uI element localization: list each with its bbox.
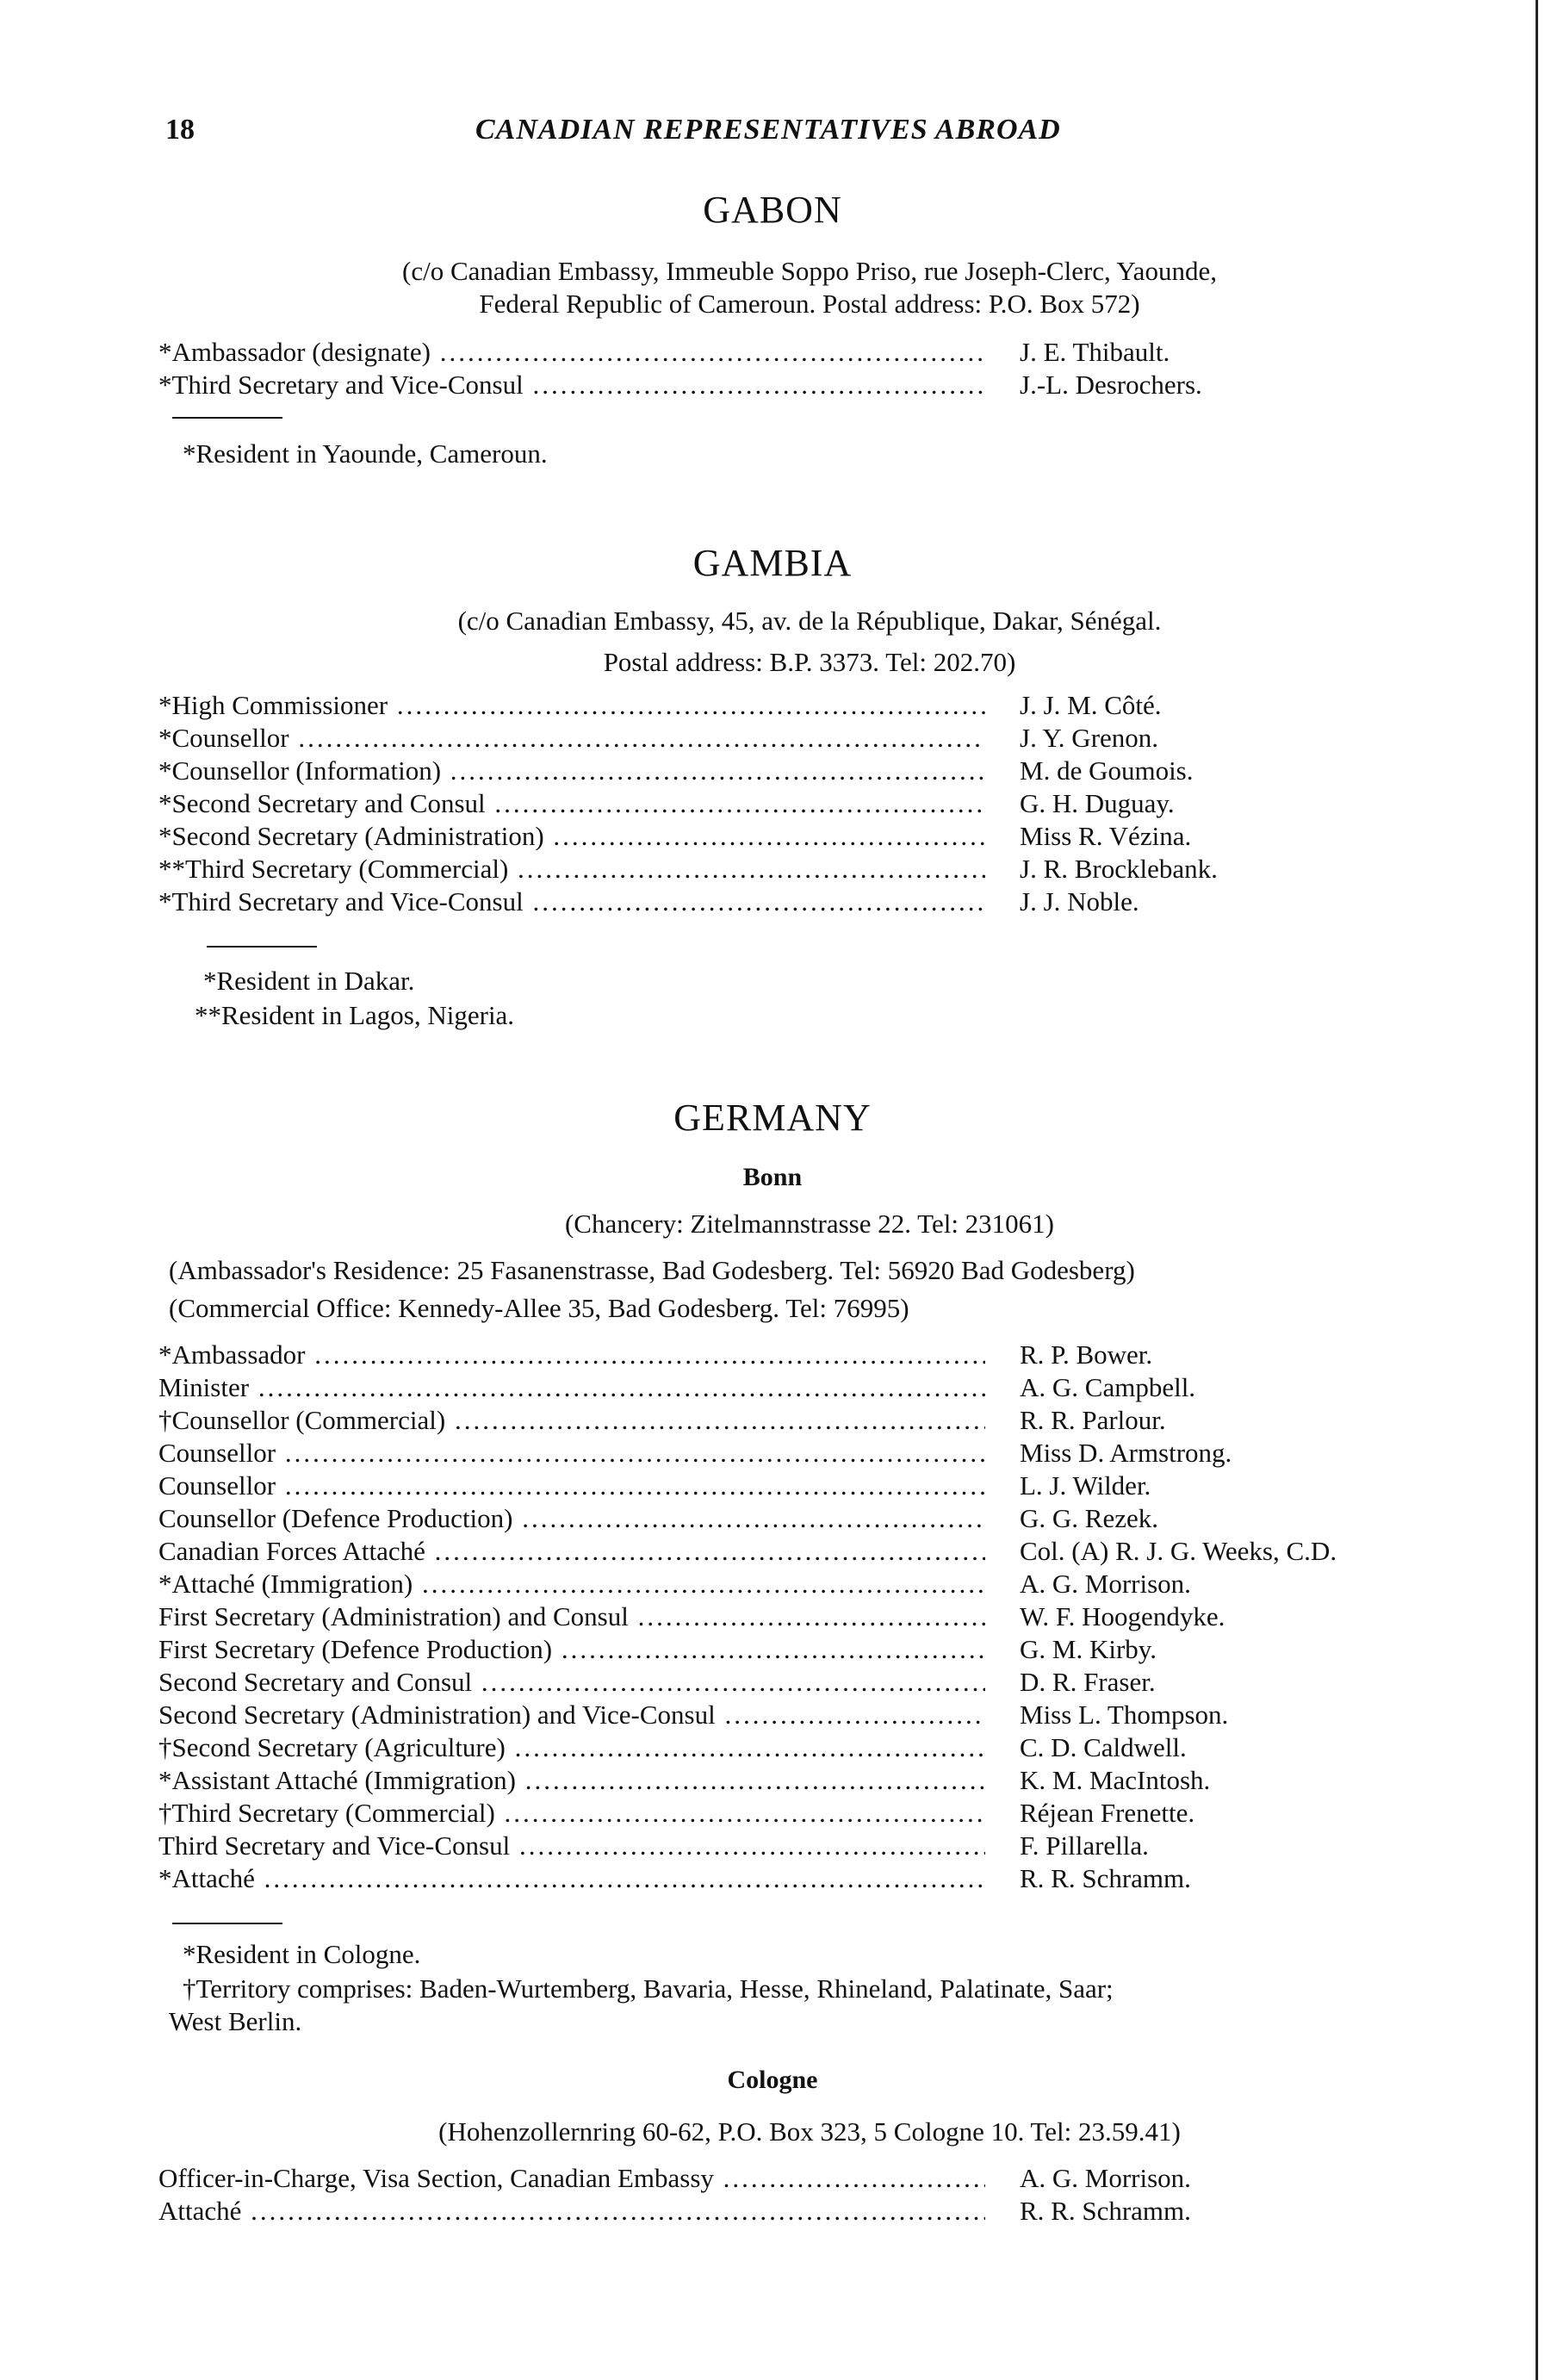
city-heading-bonn: Bonn bbox=[742, 1163, 803, 1191]
cologne-entries bbox=[158, 2162, 1450, 2228]
entry-title: *Third Secretary and Vice-Consul ..... bbox=[158, 369, 985, 401]
entry-title: Canadian Forces Attaché ..... bbox=[158, 1535, 985, 1568]
directory-entry bbox=[158, 1404, 1450, 1437]
entry-title: Officer-in-Charge, Visa Section, Canadian Embassy ..... bbox=[158, 2162, 985, 2195]
entry-name: J. Y. Grenon. bbox=[1020, 723, 1159, 753]
directory-entry bbox=[158, 1862, 1450, 1895]
entry-name: M. de Goumois. bbox=[1020, 755, 1194, 786]
directory-entry bbox=[158, 689, 1450, 722]
section-title-gabon: GABON bbox=[703, 189, 842, 231]
entry-title: *Ambassador ..... bbox=[158, 1339, 985, 1371]
directory-entry bbox=[158, 1339, 1450, 1371]
directory-entry bbox=[158, 755, 1450, 787]
entry-name: L. J. Wilder. bbox=[1020, 1470, 1151, 1501]
gambia-address-line2: Postal address: B.P. 3373. Tel: 202.70) bbox=[603, 647, 1016, 677]
bonn-residence: (Ambassador's Residence: 25 Fasanenstrasse, Bad Godesberg. Tel: 56920 Bad Godesberg) bbox=[169, 1255, 1135, 1285]
gabon-address-line1: (c/o Canadian Embassy, Immeuble Soppo Priso, rue Joseph-Clerc, Yaounde, bbox=[402, 256, 1217, 286]
entry-name: A. G. Morrison. bbox=[1020, 1569, 1191, 1599]
entry-name: R. P. Bower. bbox=[1020, 1339, 1153, 1370]
entry-title: *Second Secretary and Consul ..... bbox=[158, 787, 985, 820]
entry-name: R. R. Parlour. bbox=[1020, 1405, 1166, 1435]
entry-name: W. F. Hoogendyke. bbox=[1020, 1601, 1225, 1631]
bonn-footnote-1: *Resident in Cologne. bbox=[183, 1939, 421, 1969]
footnote-rule bbox=[172, 1923, 282, 1924]
entry-name: R. R. Schramm. bbox=[1020, 1863, 1191, 1893]
gambia-footnote-2: **Resident in Lagos, Nigeria. bbox=[195, 1000, 515, 1030]
directory-entry bbox=[158, 787, 1450, 820]
entry-title: Second Secretary and Consul ..... bbox=[158, 1666, 985, 1699]
directory-entry bbox=[158, 1731, 1450, 1764]
entry-title: *Assistant Attaché (Immigration) ..... bbox=[158, 1764, 985, 1797]
entry-name: D. R. Fraser. bbox=[1020, 1667, 1156, 1697]
gabon-entries bbox=[158, 336, 1450, 401]
entry-title: Third Secretary and Vice-Consul ..... bbox=[158, 1830, 985, 1862]
footnote-rule bbox=[172, 417, 282, 419]
entry-name: G. M. Kirby. bbox=[1020, 1634, 1157, 1664]
entry-title: *Second Secretary (Administration) ..... bbox=[158, 820, 985, 853]
directory-entry bbox=[158, 1797, 1450, 1830]
entry-title: Second Secretary (Administration) and Vice-Consul ..... bbox=[158, 1699, 985, 1731]
entry-name: G. G. Rezek. bbox=[1020, 1503, 1158, 1533]
directory-entry bbox=[158, 722, 1450, 755]
directory-entry bbox=[158, 1600, 1450, 1633]
gambia-entries bbox=[158, 689, 1450, 918]
entry-title: *High Commissioner ..... bbox=[158, 689, 985, 722]
directory-entry bbox=[158, 1633, 1450, 1666]
entry-title: *Counsellor ..... bbox=[158, 722, 985, 755]
entry-name: Miss L. Thompson. bbox=[1020, 1700, 1229, 1730]
directory-entry bbox=[158, 1568, 1450, 1600]
entry-title: †Third Secretary (Commercial) ..... bbox=[158, 1797, 985, 1830]
entry-title: First Secretary (Administration) and Consul ..... bbox=[158, 1600, 985, 1633]
entry-name: A. G. Morrison. bbox=[1020, 2163, 1191, 2193]
entry-title: *Third Secretary and Vice-Consul ..... bbox=[158, 886, 985, 918]
directory-entry bbox=[158, 886, 1450, 918]
directory-entry bbox=[158, 1470, 1450, 1502]
directory-entry bbox=[158, 1830, 1450, 1862]
gambia-footnote-1: *Resident in Dakar. bbox=[203, 966, 415, 996]
section-title-germany: GERMANY bbox=[673, 1097, 872, 1139]
directory-entry bbox=[158, 1764, 1450, 1797]
gabon-address-line2: Federal Republic of Cameroun. Postal address: P.O. Box 572) bbox=[479, 289, 1140, 319]
directory-entry bbox=[158, 2162, 1450, 2195]
directory-entry bbox=[158, 369, 1450, 401]
running-title: CANADIAN REPRESENTATIVES ABROAD bbox=[475, 114, 1061, 146]
bonn-entries bbox=[158, 1339, 1450, 1895]
directory-entry bbox=[158, 336, 1450, 369]
bonn-commercial-office: (Commercial Office: Kennedy-Allee 35, Bad Godesberg. Tel: 76995) bbox=[169, 1293, 909, 1323]
entry-title: First Secretary (Defence Production) ..... bbox=[158, 1633, 985, 1666]
entry-title: Counsellor (Defence Production) ..... bbox=[158, 1502, 985, 1535]
entry-name: G. H. Duguay. bbox=[1020, 788, 1175, 818]
directory-entry bbox=[158, 1371, 1450, 1404]
entry-name: A. G. Campbell. bbox=[1020, 1372, 1196, 1402]
directory-entry bbox=[158, 1666, 1450, 1699]
entry-title: *Attaché ..... bbox=[158, 1862, 985, 1895]
entry-name: F. Pillarella. bbox=[1020, 1830, 1149, 1861]
bonn-footnote-2: †Territory comprises: Baden-Wurtemberg, Bavaria, Hesse, Rhineland, Palatinate, Saar; bbox=[183, 1973, 1114, 2004]
bonn-footnote-2-continued: West Berlin. bbox=[169, 2006, 302, 2036]
entry-name: R. R. Schramm. bbox=[1020, 2196, 1191, 2226]
entry-name: Réjean Frenette. bbox=[1020, 1798, 1195, 1828]
entry-name: Miss D. Armstrong. bbox=[1020, 1438, 1232, 1468]
entry-name: J.-L. Desrochers. bbox=[1020, 370, 1202, 400]
entry-title: *Attaché (Immigration) ..... bbox=[158, 1568, 985, 1600]
gabon-footnote: *Resident in Yaounde, Cameroun. bbox=[183, 438, 548, 469]
entry-name: J. R. Brocklebank. bbox=[1020, 854, 1218, 884]
directory-entry bbox=[158, 1699, 1450, 1731]
entry-title: **Third Secretary (Commercial) ..... bbox=[158, 853, 985, 886]
gambia-address-line1: (c/o Canadian Embassy, 45, av. de la République, Dakar, Sénégal. bbox=[457, 606, 1162, 636]
directory-entry bbox=[158, 2195, 1450, 2228]
entry-name: Col. (A) R. J. G. Weeks, C.D. bbox=[1020, 1536, 1337, 1566]
entry-name: K. M. MacIntosh. bbox=[1020, 1765, 1211, 1795]
entry-title: Counsellor ..... bbox=[158, 1470, 985, 1502]
footnote-rule bbox=[207, 946, 317, 948]
entry-title: †Counsellor (Commercial) ..... bbox=[158, 1404, 985, 1437]
directory-entry bbox=[158, 1437, 1450, 1470]
entry-title: Counsellor ..... bbox=[158, 1437, 985, 1470]
entry-name: Miss R. Vézina. bbox=[1020, 821, 1192, 851]
entry-name: J. J. M. Côté. bbox=[1020, 690, 1162, 720]
entry-title: †Second Secretary (Agriculture) ..... bbox=[158, 1731, 985, 1764]
directory-entry bbox=[158, 820, 1450, 853]
cologne-address: (Hohenzollernring 60-62, P.O. Box 323, 5 Cologne 10. Tel: 23.59.41) bbox=[438, 2116, 1181, 2147]
entry-name: J. E. Thibault. bbox=[1020, 337, 1170, 367]
entry-title: *Counsellor (Information) ..... bbox=[158, 755, 985, 787]
entry-title: Minister ..... bbox=[158, 1371, 985, 1404]
entry-name: C. D. Caldwell. bbox=[1020, 1732, 1187, 1762]
bonn-chancery: (Chancery: Zitelmannstrasse 22. Tel: 231061) bbox=[564, 1209, 1055, 1239]
entry-title: Attaché ..... bbox=[158, 2195, 985, 2228]
entry-name: J. J. Noble. bbox=[1020, 886, 1139, 917]
directory-entry bbox=[158, 1535, 1450, 1568]
page-number: 18 bbox=[165, 114, 195, 146]
directory-entry bbox=[158, 853, 1450, 886]
entry-title: *Ambassador (designate) ..... bbox=[158, 336, 985, 369]
city-heading-cologne: Cologne bbox=[727, 2066, 818, 2094]
directory-entry bbox=[158, 1502, 1450, 1535]
section-title-gambia: GAMBIA bbox=[692, 542, 853, 584]
page-header bbox=[165, 114, 1371, 157]
